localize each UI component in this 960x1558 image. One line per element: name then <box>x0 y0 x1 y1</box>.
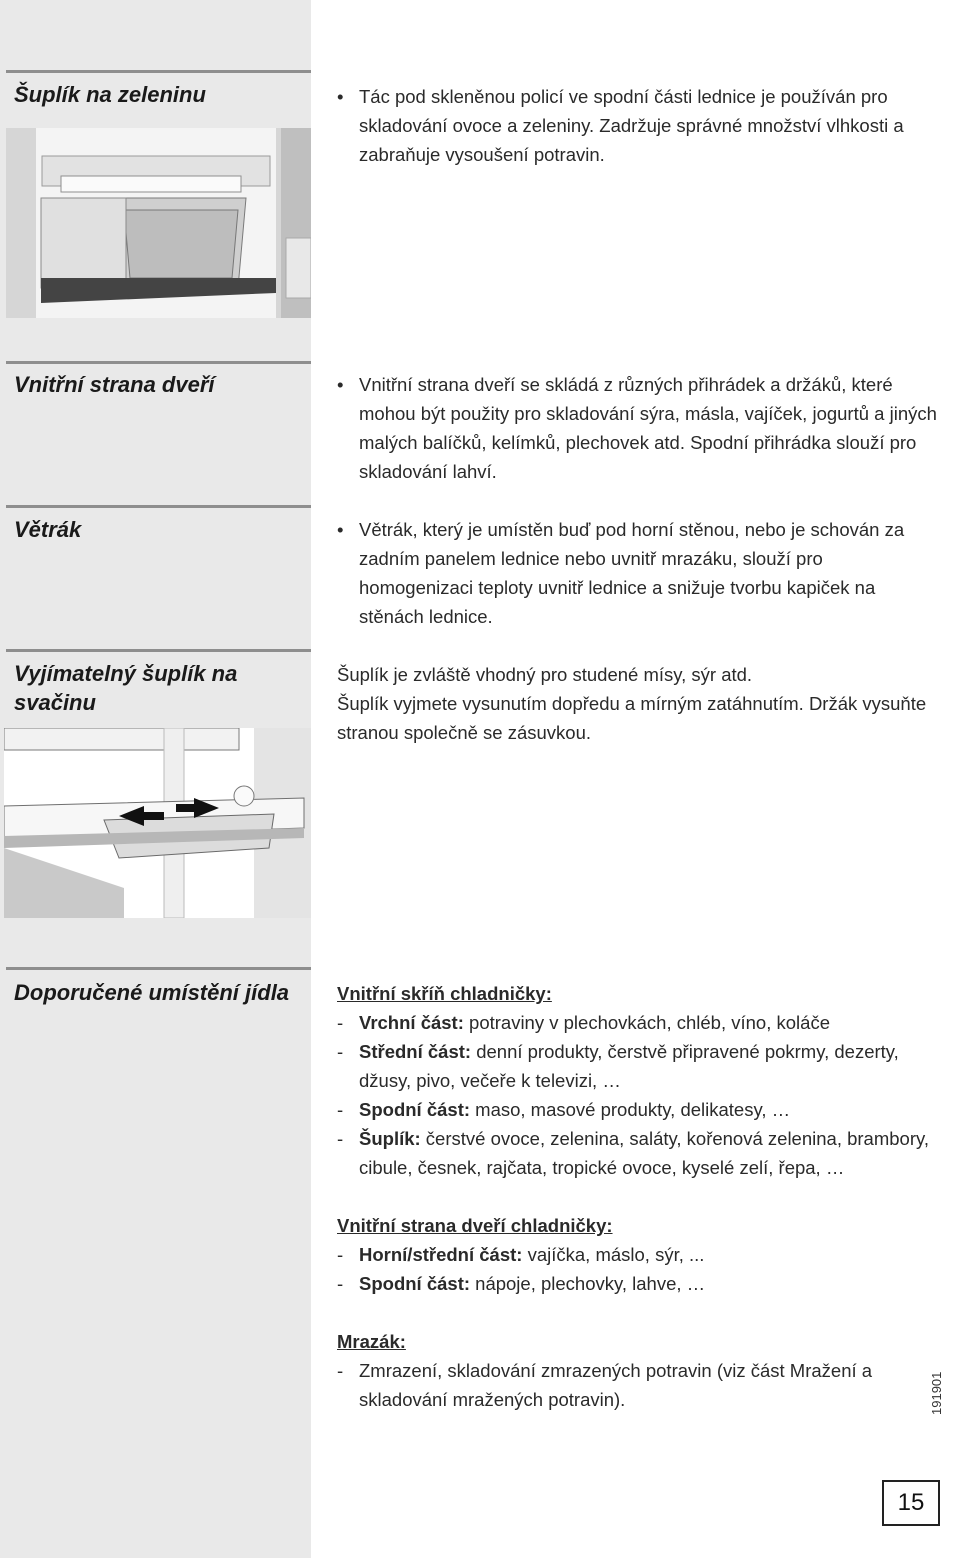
heading-vegetable-drawer: Šuplík na zeleninu <box>14 82 206 107</box>
section-divider <box>6 361 311 364</box>
list-item: - Spodní část: maso, masové produkty, delikatesy, … <box>337 1099 791 1120</box>
bullet-dot: • <box>337 374 344 395</box>
vegetable-drawer-description: • Tác pod skleněnou policí ve spodní části lednice je používán pro skladování ovoce a zeleniny. Zadržuje správné množství vlhkosti a zabraňuje vysoušení potravin. <box>337 82 937 169</box>
list-item: - Horní/střední část: vajíčka, máslo, sýr, ... <box>337 1244 705 1265</box>
snack-drawer-line: Šuplík vyjmete vysunutím dopředu a mírným zatáhnutím. Držák vysuňte stranou společně se zásuvkou. <box>337 693 927 743</box>
snack-drawer-description <box>337 660 937 747</box>
snack-drawer-illustration <box>4 728 311 918</box>
bullet-dot: • <box>337 519 344 540</box>
section-divider <box>6 649 311 652</box>
section-divider <box>6 70 311 73</box>
section-divider <box>6 505 311 508</box>
section-divider <box>6 967 311 970</box>
list-item: - Šuplík: čerstvé ovoce, zelenina, saláty, kořenová zelenina, brambory, cibule, česnek, rajčata, tropické ovoce, kyselé zelí, řepa, … <box>337 1128 929 1178</box>
heading-door-inner-side: Vnitřní strana dveří <box>14 372 215 397</box>
heading-recommended-placement: Doporučené umístění jídla <box>14 980 290 1005</box>
fan-description: • Větrák, který je umístěn buď pod horní stěnou, nebo je schován za zadním panelem lednice nebo uvnitř mrazáku, slouží pro homogenizaci teploty uvnitř lednice a snižuje tvorbu kapiček na stěnách lednice. <box>337 515 937 631</box>
freezer-title: Mrazák: <box>337 1331 406 1352</box>
heading-fan: Větrák <box>14 517 82 542</box>
list-item: - Střední část: denní produkty, čerstvě připravené pokrmy, dezerty, džusy, pivo, večeře k televizi, … <box>337 1041 899 1091</box>
placement-content <box>337 979 937 1414</box>
heading-snack-drawer: Vyjímatelný šuplík na svačinu <box>14 661 238 715</box>
list-item: - Spodní část: nápoje, plechovky, lahve, … <box>337 1273 706 1294</box>
fridge-compartment-title: Vnitřní skříň chladničky: <box>337 983 552 1004</box>
list-item: - Vrchní část: potraviny v plechovkách, chléb, víno, koláče <box>337 1012 830 1033</box>
vegetable-drawer-illustration <box>6 128 311 318</box>
door-compartment-title: Vnitřní strana dveří chladničky: <box>337 1215 613 1236</box>
snack-drawer-line: Šuplík je zvláště vhodný pro studené mísy, sýr atd. <box>337 664 753 685</box>
list-item: - Zmrazení, skladování zmrazených potravin (viz část Mražení a skladování mražených potravin). <box>337 1360 873 1410</box>
bullet-dot: • <box>337 86 344 107</box>
document-id: 191901 <box>929 1371 944 1415</box>
page-number: 15 <box>882 1480 940 1526</box>
door-description: • Vnitřní strana dveří se skládá z různých přihrádek a držáků, které mohou být použity pro skladování sýra, másla, vajíček, jogurtů a jiných malých balíčků, kelímků, plechovek atd. Spodní přihrádka slouží pro skladování lahví. <box>337 370 937 486</box>
